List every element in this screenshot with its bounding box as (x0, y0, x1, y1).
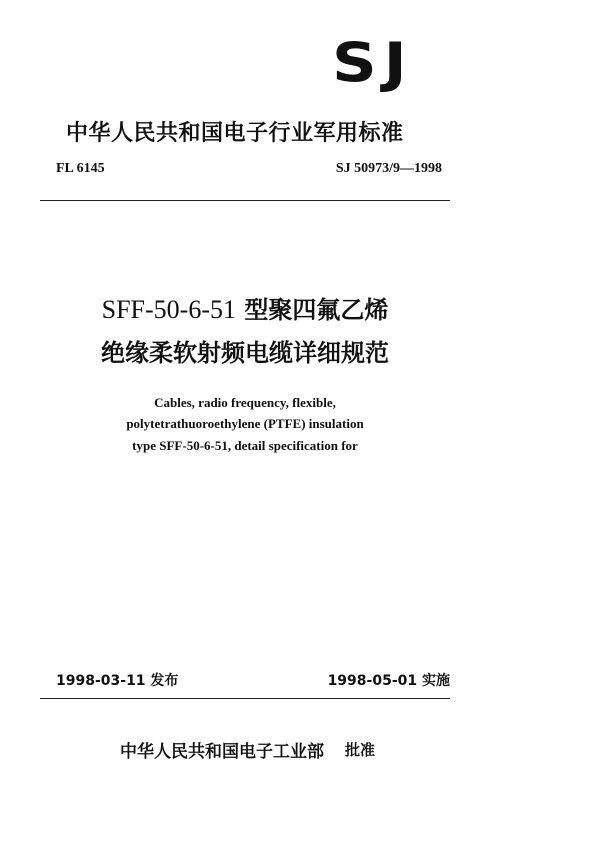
title-en-line1: Cables, radio frequency, flexible, (154, 395, 336, 410)
title-cn-line1-text: 型聚四氟乙烯 (244, 296, 389, 324)
organization-standard-title: 中华人民共和国电子行业军用标准 (66, 121, 404, 146)
classification-code: FL 6145 (56, 161, 105, 176)
sj-logo: SJ (332, 31, 414, 94)
title-cn-line1 (0, 290, 490, 325)
standard-number: SJ 50973/9—1998 (335, 161, 442, 176)
issue-date: 1998-03-11 发布 (56, 673, 179, 689)
title-en-line2: polytetrathuoroethylene (PTFE) insulation (126, 416, 364, 431)
title-cn-line2: 绝缘柔软射频电缆详细规范 (101, 339, 389, 367)
title-en-line3: type SFF-50-6-51, detail specification for (132, 438, 358, 453)
implementation-date: 1998-05-01 实施 (327, 673, 450, 689)
approval-label: 批准 (345, 741, 376, 759)
approving-authority: 中华人民共和国电子工业部 (120, 742, 324, 762)
cable-type-code: SFF-50-6-51 (101, 295, 236, 324)
header-divider (40, 200, 450, 201)
footer-divider (40, 698, 450, 699)
